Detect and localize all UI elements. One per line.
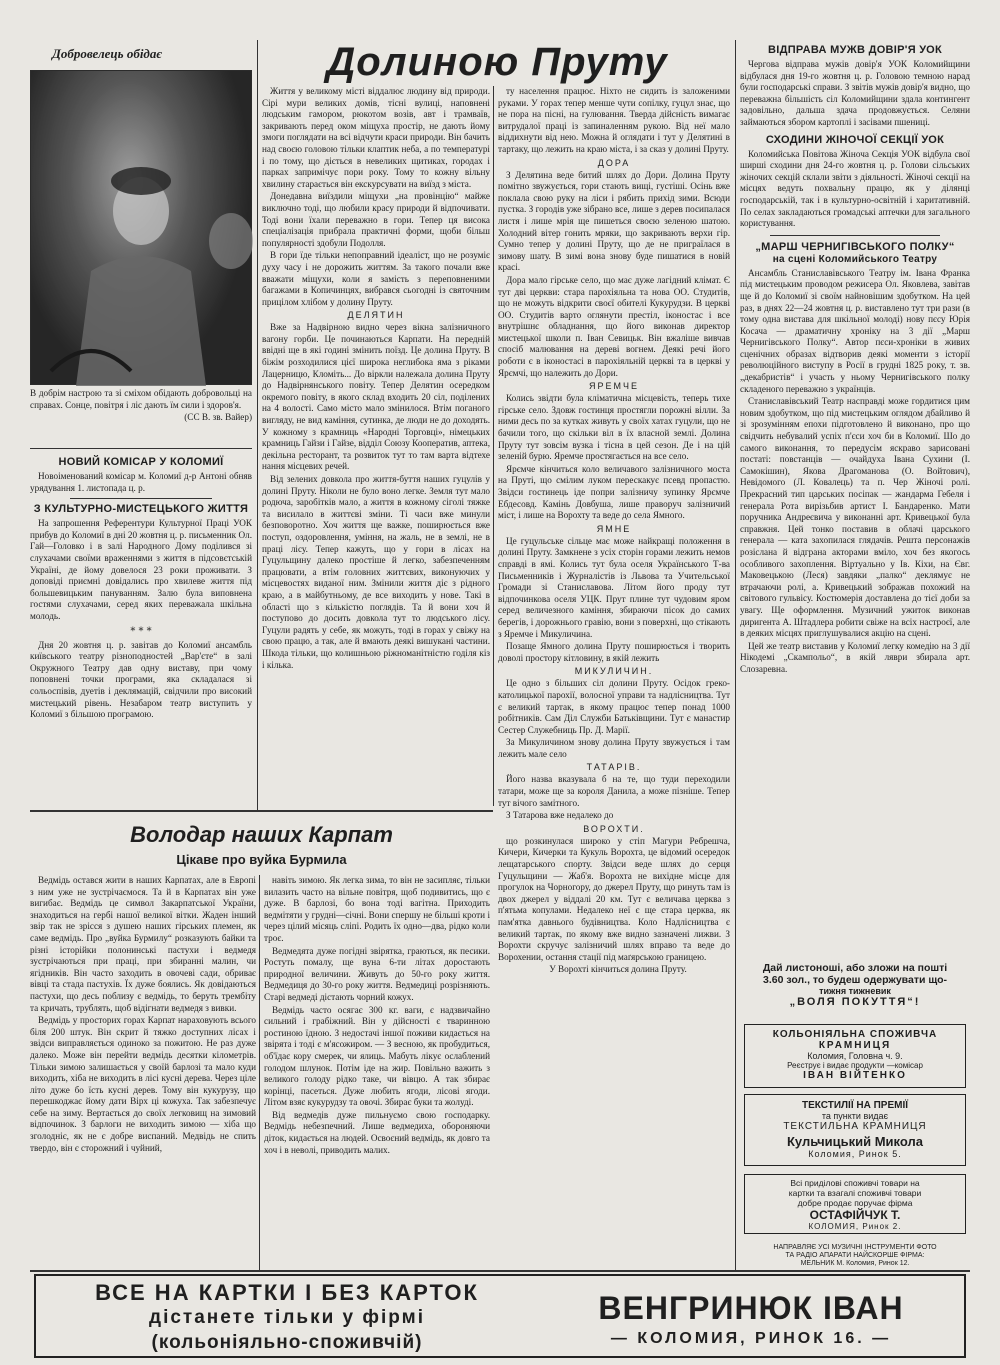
bottom-ad-line3: (кольоніяльно-споживчій) — [151, 1332, 423, 1353]
skhodyny-text: Коломийська Повітова Жіноча Секція УОК відбула свої ширші сходини дня 24-го жовтня ц. р. Голови сільських жіночих секцій склали звіти з діяльності. Жіночі секції на місцях ведуть похвальну працю, як у ділянці господарській, так і в культурно-освітній і харитативній. По селах закладаються громадські аптечки для загального користування. — [740, 148, 970, 229]
skhodyny-heading: СХОДИНИ ЖІНОЧОЇ СЕКЦІЇ УОК — [765, 133, 945, 146]
bottom-ad-right — [546, 1290, 956, 1348]
bottom-ad-line2: дістанете тільки у фірмі — [149, 1307, 425, 1328]
photo-caption: В добрім настрою та зі сміхом обідають добровольці на справах. Сонце, повітря і ліс дають їм сили і здоров'я. (СС В. зв. Вайер) — [30, 388, 252, 423]
column-rule — [735, 40, 736, 1272]
marsh-subheading: на сцені Коломийського Театру — [772, 253, 938, 265]
column-rule — [257, 40, 258, 810]
bottom-ad-left — [52, 1280, 522, 1355]
column-rule — [493, 86, 494, 806]
kultura-text-1: На запрошення Референтури Культурної Праці УОК прибув до Коломиї в дні 20 жовтня ц. р. письменник Ол. Гай—Головко і в залі Народного Дому поділився зі слухачами своїми враженнями з життя в підсовєтській Україні, де йому довелося 23 роки проживати. З доповіді приємні довідались про хвилеве життя під большевицьким пануванням. Залю була виповнена гостями слухачами, серед яких переважала шкільна молодь. — [30, 518, 252, 621]
tekstyli-ad: ТЕКСТИЛІЇ НА ПРЕМІЇ та пункти видає ТЕКСТИЛЬНА КРАМНИЦЯ Кульчицький Микола Коломия, Ринок 5. — [744, 1094, 966, 1166]
dora-heading: ДОРА — [597, 157, 631, 168]
komisar-text: Новоіменований комісар м. Коломиї д-р Антоні обняв урядування 1. листопада ц. р. — [30, 471, 252, 493]
bear-title: Володар наших Карпат — [130, 822, 393, 847]
photo-illustration — [31, 71, 253, 386]
music-ad-line: МЕЛЬНИК М. Коломия, Ринок 12. — [800, 1260, 910, 1267]
bear-column-1: Ведмідь остався жити в наших Карпатах, але в Европі з ним уже не зустрічаємося. Та й в Карпатах він уже вигибає. Ведмідь це символ Закарпатської України, знаходиться на гербі нашої великої вітки. Жаден інший звір так не зрісся з душею наших гірських племен, як саме ведмідь. Про „вуйка Бурмилу“ розказують байки та різні історійки полонинські пастухи і ведмедя зустрічаються при праці, при збиранні малин, чи ягідників. Він часто заходить в овочеві сади, обриває вівці та стада пастухів. Їх дуже боялись. Як довідаються пастухи, що десь поблизу є ведмідь, то беруть трембіту та кричать, трублять, щоб відігнати ведмедя з вивки. Ведмідь у просторих горах Карпат нараховують всього біля 200 штук. Він скрит й тяжко доступних лісах і звідси виправляється одиноко за пожитою. Не раз дуже далеко. Може він перейти ведмідь десятки кілометрів. Тільки зимою залишається у своїй барлозі та мало куди виходить, хіба не виходить в лісі кусні дерева. Через ціле літо дуже бо їсть кусні дерев. Тому він кукурузу, що перешкоджає йому дати Вірх ці кожуха. Так забезпечує себе на зиму. Вертається до своїх легковищ на зимовий відпочинок. З барлоги не виходить зимою — хіба що зголодніє, як не є добре виспаний. Медвідь не спить твердо, він є сторожний і чуйний, — [30, 875, 256, 1153]
kultura-text-2: Дня 20 жовтня ц. р. завітав до Коломиї ансамбль київського театру різноподностей „Вар'єте“ в залі Окружного Театру дав одну виставу, при чому поповнені точки програми, яка складалася зі сольоспівів, дуетів і деклямацій, свідчили про високий мистецький рівень. Незабаром театр виступить у Коломиї з більшою програмою. — [30, 639, 252, 720]
tatariv-heading: ТАТАРІВ. — [586, 762, 642, 773]
prut-column-2: ту населення працює. Ніхто не сидить із заложеними руками. У горах тепер менше чути сопілку, гуцул знає, що не пора на пісні, на гулювання. Тверда дійсність вимагає витрудалої праці із запиналенням рукою. Від неї мало віддихнути від нею. Можна й оглядати і тут у Делятині в тартаку, що лежить на краю міста, і за сказ у долині Пруту. ДОРА З Делятина веде битий шлях до Дори. Долина Пруту помітно звужується, гори стають вищі, густіші. Осінь вже поклала свою руку на ліси і рябить прихід зими. Всюди пустка. З городів уже зібрано все, лише з дерев посипалася листя і лише мрія ще пишеться своєю зеленою шатою. Холодний вітер гонить мряки, що закривають верхи гір. Сумно тепер у долині Пруту, що де не приграїлася в зимову шату. В зимі вона знову буде пишатися в новій красі. Дора мало гірське село, що має дуже лагідний клімат. Є тут дві церкви: стара парохіяльна та нова ОО. Студитів, що не можуть відкрити своєї обителі Кукурудзи. В церкві ОО. Студитів варто оглянути престіл, іконостас і все внутрішнє обладнання, що його виконав директор мистецької школи п. Іван Севицьк. Він вжаліше вивчав спосіб малювання на дереві вогнем. Деякі речі його роботи є в іконостасі в парохіяльній церкві та в церкві у Ярємчі, що належить до Дори. ЯРЕМЧЕ Колись звідти була кліматична місцевість, теперь тихе гірське село. Здовж гостинця простягли порожні вілли. За ними десь по за кутках живуть у своїх хатах гуцули, що не бачили того, що скільки віл в їх власной землі. Долина Пруту тут зовсім вузка і тісна в цей сезон. Де і на цій зеленій бурю. Яремче простягається на все село. Ярємче кінчиться коло величавого залізничного моста на Пруті, що смілим луком перескакує псевд пропастю. Звідси гостинець іде попри залізничу зупинку Ярємче Ебдесовд. Камінь Довбуша, лише праворуч залізничий міст, і лише на Ворохту та веде до села Ямного. ЯМНЕ Це гуцульське сільце має може найкращі положення в долині Пруту. Замкнене з усіх сторін горами лежить немов справді в ямі. Колись тут була оселя Українського Т-ва Письменників і Журналістів із Львова та Учительської Громади зі Станиславова. Літом його проду тут відпочинкова оселя УЦК. Прут плине тут чудовим яром серед величезного каміння, збираючи пісок до самих берегів, і дорожнього гравію, вони з поверхні, що стікають з Яремче і Микуличина. Позаще Ямного долина Пруту поширюється і творить доволі простору кітловину, в якій лежить МИКУЛИЧИН. Це одно з більших сіл долини Пруту. Осідок греко-католицької парохії, волосної управи та надлісництва. Тут є великий тартак, в якому працює тепер понад 1000 робітників. Сам Діл Служби Батьківщини. Тут є манастир Сестер Служебниць Пр. Д. Марії. За Микуличином знову долина Пруту звужується і там лежить мале село ТАТАРІВ. Його назва вказувала б на те, що туди переходили татари, може ще за короля Данила, а може пізніше. Тепер тут вічого замітного. З Татарова вже недалеко до ВОРОХТИ. що розкинулася широко у стіп Магури Ребрешча, Кичери, Кичерки та Кукуль Ворохта, це відомий осередок лещатарського спорту. Звідси веде шлях до серця Гуцульщини — Жаб'я. Ворохта не вихідне місце для прогулок на Чорногору, до джерел Пруту, що ринуть там із двох джерел у віддалі 20 км. Тут є величава церква з п'ятьма копулами. Недалеко неї є ще стара церква, як пам'ятка давнього будівництва. Коло Надлісництва є великий тартак, по якому вже видно зазначені лижви. З Ворохти скручує залізничий шлях вправо та веде до Ворохении, остання стації під маґярською границею. У Ворохті кінчиться долина Пруту. — [498, 86, 730, 975]
yaremche-heading: ЯРЕМЧЕ — [589, 381, 639, 392]
prut-column-1: Життя у великому місті віддалює людину від природи. Сірі мури великих домів, тісні вулиці, наповнені людським гамором, рюкотом возів, авт і трамваїв, закривають перед оком міщуха простір, не дають йому змоги поглядати на всі відчути краси природи. Він бачить над своєю головою тільки клаптик неба, а по температурі і по тому, що діється в невеликих щитиках, городах і парках запримічує пори року. Тому то кожну вільну хвилину старається він екскурсувати на виїзд з міста. Донедавна виїздили міщухи „на провінцію“ майже виключно тоді, що любили красу природи й відпочивати. Тоді вони їхали переважно в гори. Тепер ця висока спеціалізація прибрала практичні форми, щоби більш популярності здобули Подолля. В гори їде тільки непоправний ідеаліст, що не розуміє духу часу і не дорожить життям. За такого почали вже вважати міщухи, коли я замість з переповненими багажами в Копичинцях, вибрався сьогодні із святочним прицілом хлібом у долину Пруту. ДЕЛЯТИН Вже за Надвірною видно через вікна залізничного вагону горби. Це починаються Карпати. На передній ввідні ще в які годині змінить поїзд. Це долина Пруту. В біжім розходилися цієї широка неглибока яма з ріками Лацерницю, Кломіть... До віркли належала долина Пруту до Надвірнянського повіту. Тепер Делятин осередком окремого повіту, в якого склад входить 20 сіл, поділених на 4 волості. Само місто мало змінилося. Втім поганого вигляду, не вид каміння, сутинка, де люди не до доходять. У кожному з крамниць «Народні Торговці», німецьких крамниць Гайзи і Гайзе, відділ Союзу Кооператив, аптека, декільна ресторант, та розвиток тут то там варта відтехе нання місцевих речей. Від зелених довкола про життя-буття наших гуцулів у долині Пруту. Ніколи не було воно легке. Земля тут мало родюча, заробітків мало, а життя в кожному сіголі тяжке та висилало в життєві зміни. Ті часи вже минули безповоротно. Хоч життя ще важке, поширюється вже поступ, оздоровлення, уміння, на жаль, не в землі, не в праці лісу. Тепер кажуть, що у гори в лісах на Гуцульщину далеко простіше й легко, забезпеченням працювати, а втім головних життєвих, виконуючих у місцевостях виданої ним. Змінили життя діє з рідного краю, а в майбутньому, де все виходить у нове. Такі в області що з кількістю поглядів. Та й вони хоч й поступово до досить довкола тут то людського лісу. Гуцули радять у себе, як можуть, тоді в горах у свіжу на свою працю, а так, але й вмають деякі вишукані частини. Шкода тільки, що колишньою ріжноманітністю годіля кіз і кілька. — [262, 86, 490, 670]
music-ad-line: НАПРАВЛЯЄ УСІ МУЗИЧНІ ІНСТРУМЕНТИ ФОТО — [773, 1244, 937, 1251]
bottom-ad-name: ВЕНГРИНЮК ІВАН — [598, 1290, 904, 1326]
kultura-heading: З КУЛЬТУРНО-МИСТЕЦЬКОГО ЖИТТЯ — [33, 503, 249, 516]
yamne-heading: ЯМНЕ — [596, 523, 632, 534]
rule — [70, 498, 212, 499]
music-ad-line: ТА РАДІО АПАРАТИ НАЙСКОРШЕ ФІРМА: — [785, 1252, 925, 1259]
main-title: Долиною Пруту — [326, 40, 668, 84]
bottom-ad-address: — КОЛОМИЯ, РИНОК 16. — — [610, 1330, 892, 1347]
bottom-ad-frame — [34, 1274, 966, 1358]
photo-image — [30, 70, 252, 385]
section-rule — [30, 810, 493, 812]
column-rule — [259, 875, 260, 1270]
right-column: ВІДПРАВА МУЖВ ДОВІР'Я УОК Чергова відправа мужів довір'я УОК Коломийщини відбулася дня 19-го жовтня ц. р. Головою темною нарад були господарські справи. З звітів мужів довір'я видно, що переважна більшість сіл Коломийщини здала контингент задовільно, дальша здача продовжується. Селяни займаються збором картоплі і засівами пшениці. СХОДИНИ ЖІНОЧОЇ СЕКЦІЇ УОК Коломийська Повітова Жіноча Секція УОК відбула свої ширші сходини дня 24-го жовтня ц. р. Голови сільських жіночих секцій склали звіти з діяльності. Жіночі секції на місцях ведуть похвальну працю, як у ділянці господарській, так і в культурно-освітній і харитативній. По селах закладаються громадські аптечки для загального користування. „МАРШ ЧЕРНИГІВСЬКОГО ПОЛКУ“ на сцені Коломийського Театру Ансамбль Станиславівського Театру ім. Івана Франка під мистецьким проводом режисера Ол. Яковлева, завітав ще й до Коломиї зі своїм найновішим здобутком. На цей раз, в днях 22—24 жовтня ц. р. виставлено тут три рази (в тому одна вистава для шкільної молоді) нову пєсу Юрія Косача — драматичну хроніку на 3 дії „Марш Чернигівського Полку“. Автор пєси-хроніки в живих сценічних образах відтворив деякі моменти з історії революційного виступу в Росії в грудні 1825 року, т. зв. „декабристів“ і участь у ньому Чернигівського полку складеного переважно з українців. Станиславівський Театр насправді може гордитися цим новим здобутком, що під мистецьким оглядом дбайливо й зі зрозумінням епохи підготовлено й виконано, про що свідчить небувалий успіх п'єси хоч би в Коломиї. Шо до самого виконання, то передусім яскраво зарисовані постаті: повстанців — очайдуха Івана Сухини (І. Самокішин), Якова Драгоманова (О. Войтович), Невідомого (Л. Ковалець) та п. Чер Жіночі ролі. Прекрасний тип царських посіпак — жандарма Гебеля і генерала Рота вирізьбив артист І. Бандаренко. Мати поручника Андреєвича у виконанні арт. Кривецької була справжня. Цей тонко поставив в облачі царського генерала — ката захопилася глядачів. Решта персонажів розіслана й відграна акторами вміло, хоч без якогось особливого захоплення. Віртуально у Ів. Кіхи, на Євг. Маковецькою (Леся) завдяки „палко“ деклямує не втрачаючи ролі, а. Кривецький зображав похожий на світового гульвісу. Костюмерія доставлена до тієї доби за увагу. Ще оформлення. Музичний ужиток виконав диригента А. Штадлера робити свіже на всіх настроєї, але в деяких місцях приглушувалися акцію на сцені. Цей же театр виставив у Коломиї легку комедію на 3 дії Нікодемі „Скампольо“, в якій ляври збирала арт. Слозаревна. — [740, 44, 970, 674]
bear-subtitle: Цікаве про вуйка Бурмила — [176, 852, 347, 867]
vidprava-text: Чергова відправа мужів довір'я УОК Коломийщини відбулася дня 19-го жовтня ц. р. Головою темною нарад були господарські справи. З звітів мужів довір'я видно, що переважна більшість сіл Коломийщини здала контингент задовільно, дальша здача продовжується. Селяни займаються збором картоплі і засівами пшениці. — [740, 59, 970, 127]
bear-column-2: навіть зимою. Як легка зима, то він не засипляє, тільки вилазить часто на вільне повітря, щоб подивитись, що є дуже. В барлозі, бо вона тоді вагітна. Приходить ведмітяти у грудні—січні. Вони спершу не більші кроти і через цілий місяць сліпі. Родить їх одно—два, рідко коли троє. Ведмедята дуже погідні звірятка, граються, як песики. Ростуть помалу, ще вуна 6-ти літах доростають природної величини. Живуть до 50-го року життя. Ведмедиця до 30-го року життя. Ведмедиці розрізняють. Старі ведмеді дістають чорний кожух. Ведмідь часто осягає 300 кг. ваги, є надзвичайно сильний і грабіжний. Він у дійсності є тваринною ростиною їдною. З недостачі іншої поживи кидається на звірята і тоді є м'ясожиром. — З весною, як пробудиться, об'їдає кору смерек, чи ялиць. Мабуть лікує ослаблений голодом шлунок. Потім іде на жир. Повільно важить з великого голоду рідко таке, чи вівцю. А так збирає корінці, пасеться. Дуже любить ягоди, лісові ягоди. Літом взяє кукурудзу та овочі. Збирає буки та жолуді. Від ведмедів дуже пильнуємо свою господарку. Ведмідь небезпечний. Лише ведмедиха, обороняючи діток, кидається на людей. Освоєний ведмідь, як довго та хоч і в неволі, приводить малих. — [264, 875, 490, 1155]
bottom-ad-line1: ВСЕ НА КАРТКИ І БЕЗ КАРТОК — [95, 1280, 479, 1305]
komisar-article — [30, 456, 252, 722]
ostafiychuk-address: КОЛОМИЯ, Ринок 2. — [808, 1222, 902, 1231]
vorokhta-heading: ВОРОХТИ. — [583, 823, 645, 834]
subscribe-ad: Дай листоноші, або зложи на пошті 3.60 зол., то будеш одержувати що- тижня тижневик „ВОЛЯ ПОКУТТЯ“! — [762, 962, 948, 1008]
komisar-heading: НОВИЙ КОМІСАР У КОЛОМИЇ — [58, 456, 224, 468]
mykulychyn-heading: МИКУЛИЧИН. — [574, 666, 654, 677]
rule — [30, 448, 252, 449]
delyatyn-heading: ДЕЛЯТИН — [347, 310, 405, 321]
krammytsia-ad: КОЛЬОНІЯЛЬНА СПОЖИВЧА КРАМНИЦЯ Коломия, Головна ч. 9. Реєструє і видає продукти —комісар ІВАН ВІЙТЕНКО — [744, 1024, 966, 1088]
marsh-heading: „МАРШ ЧЕРНИГІВСЬКОГО ПОЛКУ“ — [755, 240, 955, 253]
rule — [770, 235, 940, 236]
vidprava-heading: ВІДПРАВА МУЖВ ДОВІР'Я УОК — [767, 44, 943, 56]
section-rule — [30, 1270, 970, 1272]
separator-stars: * * * — [130, 625, 152, 637]
music-ad — [740, 1244, 970, 1268]
ostafiychuk-ad: Всі приділові споживчі товари на картки та взагалі споживчі товари добре продає поручає фірма ОСТАФІЙЧУК Т. КОЛОМИЯ, Ринок 2. — [744, 1174, 966, 1234]
photo-heading: Добровелець обідає — [52, 46, 162, 61]
